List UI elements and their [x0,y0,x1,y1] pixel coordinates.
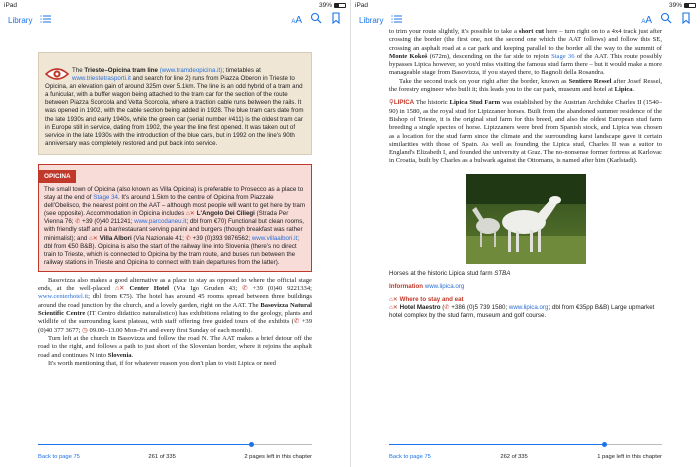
opicina-box: OPICINA The small town of Opicina (also known as Villa Opicina) is preferable to Prosecco as a place to stay at the end of Stage 34. It's around 1.5km to the centre of Opicina from Piazzale dell'Obelisco, the nearest point on the AAT – although most people will want to get here by tram (see opposite). Accommodation in Opicina includes ⌂✕ L'Angolo Dei Ciliegi (Strada Per Vienna 76; ✆ +39 (0)40 211241; www.parcodaneu.it; dbl from €70) Functional but clean rooms, with friendly staff and a bar/restaurant serving panini and burgers (though breakfast was rather minimalist); and ⌂✕ Villa Albori (Via Nazionale 41; ✆ +39 (0)393 9876562; www.villaalbori.it; dbl from €50 B&B). Opicina is also the start of the railway line into Slovenia (there's no direct train to Trieste, which is connected to Opicina by the tram route, and buses run between the railway stations in Trieste and Opicina to connect with train departures from the latter). [38,164,312,272]
phone-icon: ✆ [185,234,191,242]
where-to-stay-section: ⌂✕ Where to stay and eat ⌂✕ Hotel Maestro (✆ +386 (0)5 739 1580; www.lipica.org; dbl from €35pp B&B) Large upmarket hotel complex by the stud farm, museum and golf course. [389,295,655,320]
tram-line-title: Trieste–Opicina tram line [84,67,158,74]
photo-caption: Horses at the historic Lipica stud farm STBA [389,269,511,277]
parcodaneu-link[interactable]: www.parcodaneu.it [134,218,187,226]
phone-icon: ✆ [242,285,248,293]
lipica-info-link[interactable]: www.lipica.org [423,282,465,290]
stage-36-link[interactable]: Stage 36 [551,52,575,60]
pages-left: 2 pages left in this chapter [244,454,312,460]
bookmark-icon[interactable] [330,11,342,29]
contents-menu-icon[interactable] [391,13,403,28]
library-button[interactable]: Library [8,15,33,25]
page-content [38,34,312,368]
stage-34-link[interactable]: Stage 34 [93,194,118,202]
battery-percent: 39% [318,2,332,9]
opicina-heading: OPICINA [39,170,76,183]
bookmark-icon[interactable] [680,11,692,29]
page-progress-slider[interactable] [38,444,312,445]
search-icon[interactable] [310,11,322,29]
hotel-icon: ⌂✕ [115,285,125,293]
page-number: 262 of 335 [500,454,528,460]
eye-icon [45,67,69,81]
back-to-page-link[interactable]: Back to page 75 [389,454,431,460]
hotel-icon: ⌂✕ [186,210,195,218]
toolbar [0,11,350,29]
map-pin-icon: ⚲ [389,99,394,107]
hotel-icon: ⌂✕ [89,234,98,242]
lipica-hotel-link[interactable]: www.lipica.org [508,304,549,312]
progress-knob[interactable] [602,442,607,447]
contents-menu-icon[interactable] [40,13,52,28]
paragraph: Take the second track on your right after the border, known as Sentiero Ressel after Josef Ressel, the forestry engineer who built it; this leads you to the car park, museum and hotel at Lipica. [389,77,662,94]
phone-icon: ✆ [293,318,300,326]
reading-footer [389,437,662,467]
information-line: Information www.lipica.org [389,282,465,290]
status-bar [0,0,350,11]
back-to-page-link[interactable]: Back to page 75 [38,454,80,460]
page-number: 261 of 335 [148,454,176,460]
font-size-icon[interactable]: AA [641,14,652,26]
page-progress-slider[interactable] [389,444,662,445]
centerhotel-link[interactable]: www.centerhotel.it [38,293,89,301]
villaalbori-link[interactable]: www.villaalbori.it [251,234,298,242]
trasporti-link[interactable]: www.triestetrasporti.it [72,75,131,83]
battery-percent: 39% [668,2,682,9]
status-bar [351,0,700,11]
search-icon[interactable] [660,11,672,29]
paragraph: It's worth mentioning that, if for whatever reason you don't plan to visit Lipica or need [48,359,276,367]
paragraph: Basovizza also makes a good alternative as a place to stay as opposed to where the official stage ends, at the well-placed ⌂✕ Center Hotel (Via Igo Gruden 43; ✆ +39 (0)40 9221334; www.centerhotel.it; dbl from €75). The hotel has around 45 rooms spread between three buildings around the road junction by the church, and a lovely garden, right on the AAT. The Basovizza Natural Scientific Centre (IT Centro didattico naturalistico) has exhibitions relating to the geology, plants and wildlife of the surrounding karst plateau, with staff offering free guided tours of the exhibits (✆ +39 (0)40 377 3677; ◷ 09.00–13.00 Mon–Fri and every first Sunday of each month). [38,276,313,334]
device-label: iPad [355,2,369,9]
hotel-icon: ⌂✕ [389,304,398,312]
font-size-icon[interactable]: AA [291,14,302,26]
tram-website-link[interactable]: (www.tramdeopicina.it) [159,67,223,74]
lipica-tag: LIPICA [393,99,415,107]
right-page [350,0,700,467]
phone-icon: ✆ [444,304,450,312]
lipica-paragraph: ⚲LIPICA The historic Lipica Stud Farm was established by the Austrian Archduke Charles II (1540–90) in 1580, as the royal stud for Lipizzaner horses. Built from the abandoned summer residence of the Bishop of Trieste, it is the original stud farm for this breed, and also the oldest European stud farm breeding a single species of horse. Lipizzaners were bred from Spanish stock, and Lipica was chosen as a location for the stud farm since the climate and the surrounding karst landscape gave it certain similarities with those of Spain. As well as founding the Lipica stud, Charles II was a suitor to England's Elizabeth I, and founded the university at Graz. The no-nonsense former fortress at Karlovac in Croatia, built by Charles as a bulwark against the Ottomans, is named after him (Karlstadt). [389,99,662,165]
tram-info-box: The Trieste–Opicina tram line (www.tramdeopicina.it); timetables at www.triestetrasporti.it and search for line 2) runs from Piazza Oberon in Trieste to Opicina, an elevation gain of around 325m over 5.1km. The line is an odd hybrid of a tram and a funicular, with a buffer wagon being attached to the tram car for the section of the route between Piazza Scorcola and Vetta Scorcola, where a traction cable runs between the rails. It was opened in 1902, with the cable section being added in 1928. The blue tram cars date from the late 1930s and early 1940s, while the green car (serial number #411) is the oldest tram car in Europe still in service, dating from 1902, the year the line first opened. It was taken out of service in the late 1930s with the introduction of the blue cars, but in 1992 on the line's 90th anniversary was completely restored and put back into service. [38,52,312,155]
page-content [389,28,662,320]
device-label: iPad [4,2,18,9]
reading-footer [38,437,312,467]
battery-icon [334,3,346,8]
phone-icon: ✆ [75,218,81,226]
paragraph: to trim your route slightly, it's possible to take a short cut here – turn right on to a 4x4 track just after crossing the border (the first one, not the second one which the AAT follows) and follow this SE, crossing an asphalt road at a car park and keeping parallel to the border all the way to the summit of Monte Kokoš (672m), descending on the far side to rejoin Stage 36 of the AAT. This route possibly bypasses Lipica however, so you'd miss visiting the famous stud farm there – but it would make a more manageable stage from Basovizza, if you stayed there, to Bagnoli della Rosandra. [389,28,663,77]
toolbar [351,11,700,29]
hotel-icon: ⌂✕ [389,295,398,303]
clock-icon: ◷ [82,326,88,334]
pages-left: 1 page left in this chapter [597,454,662,460]
library-button[interactable]: Library [359,15,384,25]
progress-knob[interactable] [249,442,254,447]
paragraph: Turn left at the church in Basovizza and follow the road N. The AAT makes a brief detour off the road to the right, and follows a path to just short of the Slovenian border, where it rejoins the asphalt road and continues N into Slovenia. [38,334,312,359]
horses-photo [466,174,586,264]
battery-icon [684,3,696,8]
